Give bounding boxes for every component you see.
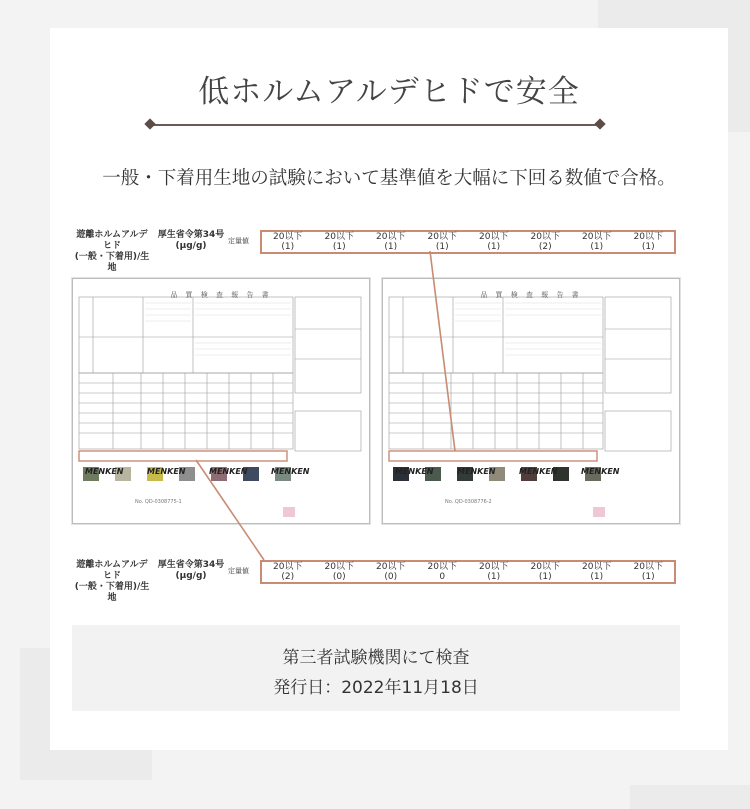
value-text: (1) (332, 242, 346, 252)
limit-text: 20以下 (376, 232, 406, 242)
value-text: (1) (590, 572, 604, 582)
brand-mark: MENKEN (147, 467, 186, 476)
value-text: (1) (384, 242, 398, 252)
limit-text: 20以下 (273, 232, 303, 242)
value-text: (1) (487, 572, 501, 582)
result-cell (571, 562, 623, 582)
limit-text: 20以下 (427, 232, 457, 242)
limit-text: 20以下 (530, 562, 560, 572)
value-text: (2) (281, 572, 295, 582)
measured-label: 定量値 (228, 567, 249, 575)
subtitle: 一般・下着用生地の試験において基準値を大幅に下回る数値で合格。 (102, 168, 676, 189)
limit-text: 20以下 (633, 562, 663, 572)
result-cell (623, 562, 675, 582)
value-text: (0) (384, 572, 398, 582)
brand-mark: MENKEN (209, 467, 248, 476)
limit-text: 20以下 (633, 232, 663, 242)
limit-text: 20以下 (427, 562, 457, 572)
inspection-note: 第三者試験機関にて検査 (282, 648, 470, 668)
limit-text: 20以下 (582, 562, 612, 572)
value-text: (0) (332, 572, 346, 582)
value-text: (1) (641, 572, 655, 582)
report-heading: 品 質 検 査 報 告 書 (170, 291, 272, 299)
brand-mark: MENKEN (395, 467, 434, 476)
issue-date: 発行日：2022年11月18日 (273, 678, 479, 698)
inspection-info-box (72, 625, 680, 711)
item-label: 遊離ホルムアルデヒド (一般・下着用)/生地 (74, 560, 150, 603)
value-text: (2) (538, 242, 552, 252)
limit-text: 20以下 (479, 232, 509, 242)
item-label: 遊離ホルムアルデヒド (一般・下着用)/生地 (74, 230, 150, 273)
brand-mark: MENKEN (457, 467, 496, 476)
result-cell (262, 562, 314, 582)
connector-line-bottom (196, 460, 264, 560)
brand-mark: MENKEN (271, 467, 310, 476)
value-text: 0 (439, 572, 446, 582)
result-cell (365, 562, 417, 582)
bottom-results-box (260, 560, 676, 584)
value-text: (1) (487, 242, 501, 252)
standard-label: 厚生省令第34号 (μg/g) (157, 230, 225, 251)
report-number: No. QD-0308776-2 (445, 499, 492, 505)
limit-text: 20以下 (376, 562, 406, 572)
standard-label: 厚生省令第34号 (μg/g) (157, 560, 225, 581)
value-text: (1) (281, 242, 295, 252)
measured-label: 定量値 (228, 237, 249, 245)
brand-mark: MENKEN (519, 467, 558, 476)
limit-text: 20以下 (582, 232, 612, 242)
result-cell (417, 562, 469, 582)
value-text: (1) (538, 572, 552, 582)
limit-text: 20以下 (530, 232, 560, 242)
content-card (50, 28, 728, 750)
limit-text: 20以下 (479, 562, 509, 572)
limit-text: 20以下 (324, 232, 354, 242)
result-cell (468, 562, 520, 582)
report-heading: 品 質 検 査 報 告 書 (480, 291, 582, 299)
result-cell (520, 562, 572, 582)
page-title: 低ホルムアルデヒドで安全 (198, 74, 580, 110)
brand-mark: MENKEN (581, 467, 620, 476)
connector-line-top (430, 251, 455, 451)
limit-text: 20以下 (324, 562, 354, 572)
brand-mark: MENKEN (85, 467, 124, 476)
limit-text: 20以下 (273, 562, 303, 572)
value-text: (1) (435, 242, 449, 252)
report-number: No. QD-0308775-1 (135, 499, 182, 505)
value-text: (1) (590, 242, 604, 252)
value-text: (1) (641, 242, 655, 252)
result-cell (314, 562, 366, 582)
